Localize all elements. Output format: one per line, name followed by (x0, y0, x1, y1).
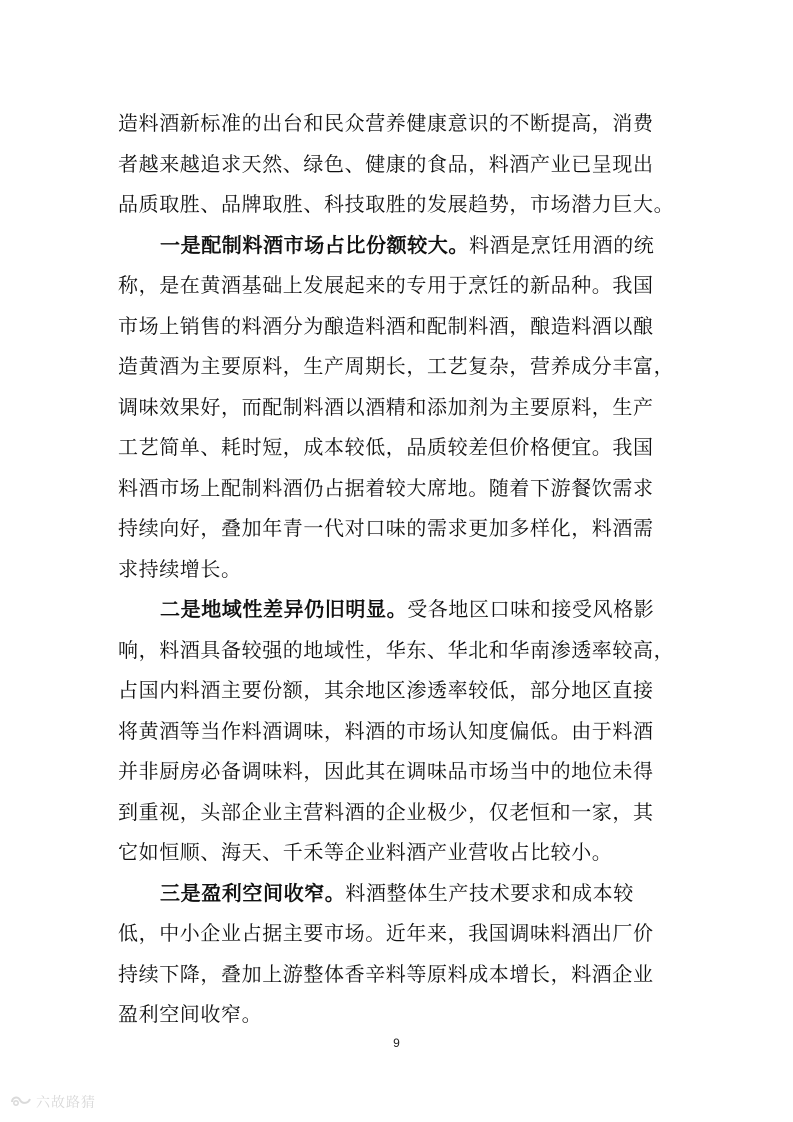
text-line: 品质取胜、品牌取胜、科技取胜的发展趋势，市场潜力巨大。 (118, 192, 675, 216)
paragraph-first-line (118, 225, 690, 266)
paragraph-point-three (118, 873, 690, 1035)
paragraph-lead-text: 料酒整体生产技术要求和成本较 (345, 880, 634, 905)
text-line: 称，是在黄酒基础上发展起来的专用于烹饪的新品种。我国 (118, 273, 654, 297)
text-line: 低，中小企业占据主要市场。近年来，我国调味料酒出厂价 (118, 921, 654, 945)
text-line: 它如恒顺、海天、千禾等企业料酒产业营收占比较小。 (118, 840, 613, 864)
text-line: 持续下降，叠加上游整体香辛料等原料成本增长，料酒企业 (118, 961, 654, 986)
text-line: 调味效果好，而配制料酒以酒精和添加剂为主要原料，生产 (118, 394, 654, 419)
text-line: 工艺简单、耗时短，成本较低，品质较差但价格便宜。我国 (118, 435, 654, 459)
paragraph-first-line (118, 589, 690, 630)
text-line: 求持续增长。 (118, 556, 242, 581)
text-line: 响，料酒具备较强的地域性，华东、华北和华南渗透率较高， (118, 637, 675, 662)
paragraph-first-line (118, 873, 690, 914)
text-line: 并非厨房必备调味料，因此其在调味品市场当中的地位未得 (118, 759, 654, 783)
text-line: 占国内料酒主要份额，其余地区渗透率较低，部分地区直接 (118, 678, 654, 702)
paragraph-point-two (118, 589, 690, 873)
paragraph-heading: 一是配制料酒市场占比份额较大。 (160, 232, 469, 257)
text-line: 市场上销售的料酒分为酿造料酒和配制料酒，酿造料酒以酿 (118, 313, 654, 338)
logo-icon (10, 1093, 32, 1112)
text-line: 造黄酒为主要原料，生产周期长，工艺复杂，营养成分丰富， (118, 354, 675, 378)
text-line: 料酒市场上配制料酒仍占据着较大席地。随着下游餐饮需求 (118, 475, 654, 500)
paragraph-heading: 二是地域性差异仍旧明显。 (160, 597, 408, 621)
page-number: 9 (393, 1036, 400, 1050)
watermark (10, 1092, 96, 1112)
paragraph-point-one (118, 225, 690, 590)
text-line: 盈利空间收窄。 (118, 1002, 263, 1026)
document-body (118, 103, 690, 1035)
text-line: 到重视，头部企业主营料酒的企业极少，仅老恒和一家，其 (118, 799, 654, 824)
paragraph-heading: 三是盈利空间收窄。 (160, 880, 346, 905)
text-line: 者越来越追求天然、绿色、健康的食品，料酒产业已呈现出 (118, 151, 654, 176)
paragraph-intro (118, 103, 690, 225)
paragraph-lead-text: 受各地区口味和接受风格影 (407, 597, 655, 621)
paragraph-lead-text: 料酒是烹饪用酒的统 (469, 232, 655, 257)
text-line: 造料酒新标准的出台和民众营养健康意识的不断提高，消费 (118, 111, 654, 135)
text-line: 持续向好，叠加年青一代对口味的需求更加多样化，料酒需 (118, 516, 654, 540)
text-line: 将黄酒等当作料酒调味，料酒的市场认知度偏低。由于料酒 (118, 718, 654, 743)
watermark-text: 六故路猜 (36, 1095, 96, 1111)
